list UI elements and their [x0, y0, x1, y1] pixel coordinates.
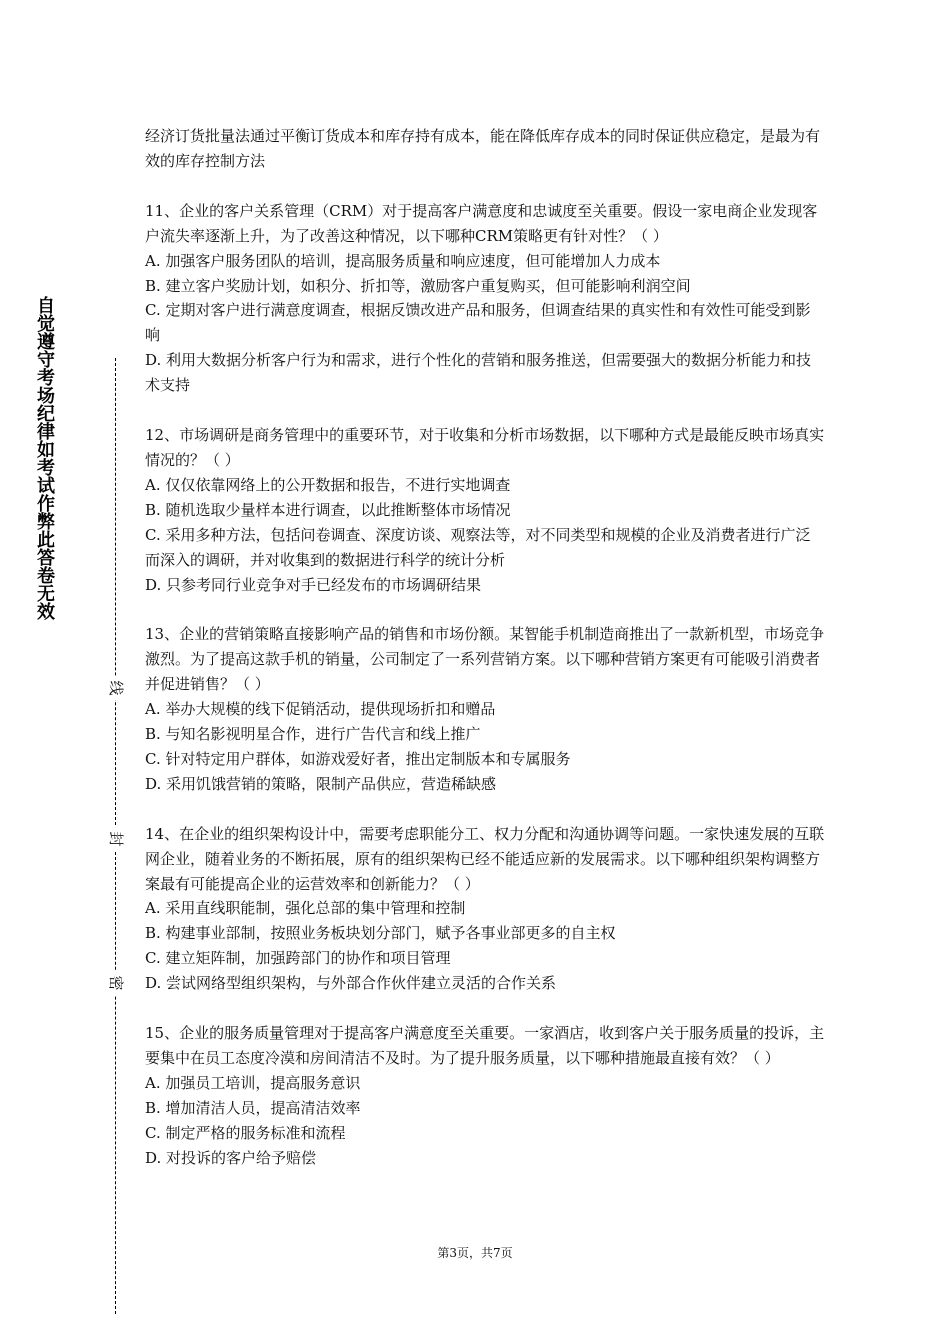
- question-stem: 13、企业的营销策略直接影响产品的销售和市场份额。某智能手机制造商推出了一款新机型，市场竞争激烈。为了提高这款手机的销量，公司制定了一系列营销方案。以下哪种营销方案更有可能吸引消费者并促进销售？（ ）: [145, 625, 825, 694]
- option-a: A. 加强员工培训，提高服务意识: [145, 1073, 361, 1092]
- option-d: D. 采用饥饿营销的策略，限制产品供应，营造稀缺感: [145, 774, 497, 793]
- exam-discipline-notice: 自觉遵守考场纪律如考试作弊此答卷无效: [34, 296, 55, 620]
- option-b: B. 构建事业部制，按照业务板块划分部门，赋予各事业部更多的自主权: [145, 924, 616, 943]
- option-d: D. 尝试网络型组织架构，与外部合作伙伴建立灵活的合作关系: [145, 974, 557, 993]
- option-b: B. 随机选取少量样本进行调查，以此推断整体市场情况: [145, 500, 511, 519]
- option-a: A. 加强客户服务团队的培训，提高服务质量和响应速度，但可能增加人力成本: [145, 251, 661, 270]
- question-stem: 11、企业的客户关系管理（CRM）对于提高客户满意度和忠诚度至关重要。假设一家电商企业发现客户流失率逐渐上升，为了改善这种情况，以下哪种CRM策略更有针对性？（ ）: [145, 201, 818, 245]
- cut-label-secret: 密: [104, 971, 128, 995]
- intro-paragraph: 经济订货批量法通过平衡订货成本和库存持有成本，能在降低库存成本的同时保证供应稳定，是最为有效的库存控制方法: [145, 127, 821, 170]
- cut-label-line: 线: [104, 676, 128, 700]
- option-b: B. 建立客户奖励计划，如积分、折扣等，激励客户重复购买，但可能影响利润空间: [145, 276, 691, 295]
- question-stem: 15、企业的服务质量管理对于提高客户满意度至关重要。一家酒店，收到客户关于服务质量的投诉，主要集中在员工态度冷漠和房间清洁不及时。为了提升服务质量，以下哪种措施最直接有效？（ ）: [145, 1024, 825, 1067]
- option-c: C. 采用多种方法，包括问卷调查、深度访谈、观察法等，对不同类型和规模的企业及消费者进行广泛而深入的调研，并对收集到的数据进行科学的统计分析: [145, 525, 811, 569]
- option-a: A. 举办大规模的线下促销活动，提供现场折扣和赠品: [145, 700, 496, 719]
- question-stem: 12、市场调研是商务管理中的重要环节，对于收集和分析市场数据，以下哪种方式是最能反映市场真实情况的？（ ）: [145, 426, 825, 469]
- option-c: C. 制定严格的服务标准和流程: [145, 1123, 346, 1142]
- option-d: D. 对投诉的客户给予赔偿: [145, 1148, 317, 1167]
- question-14: [145, 822, 825, 996]
- question-11: [145, 199, 825, 398]
- question-15: [145, 1021, 825, 1170]
- option-c: C. 针对特定用户群体，如游戏爱好者，推出定制版本和专属服务: [145, 749, 571, 768]
- question-content: [145, 124, 825, 1171]
- option-c: C. 定期对客户进行满意度调查，根据反馈改进产品和服务，但调查结果的真实性和有效性可能受到影响: [145, 301, 811, 345]
- option-d: D. 利用大数据分析客户行为和需求，进行个性化的营销和服务推送，但需要强大的数据分析能力和技术支持: [145, 351, 812, 395]
- option-d: D. 只参考同行业竞争对手已经发布的市场调研结果: [145, 575, 482, 594]
- option-b: B. 与知名影视明星合作，进行广告代言和线上推广: [145, 725, 481, 744]
- page-number-footer: 第3页，共7页: [437, 1246, 513, 1260]
- question-13: [145, 622, 825, 796]
- option-b: B. 增加清洁人员，提高清洁效率: [145, 1098, 361, 1117]
- option-a: A. 仅仅依靠网络上的公开数据和报告，不进行实地调查: [145, 475, 511, 494]
- option-c: C. 建立矩阵制，加强跨部门的协作和项目管理: [145, 949, 451, 968]
- question-stem: 14、在企业的组织架构设计中，需要考虑职能分工、权力分配和沟通协调等问题。一家快速发展的互联网企业，随着业务的不断拓展，原有的组织架构已经不能适应新的发展需求。以下哪种组织架构调整方案最有可能提高企业的运营效率和创新能力？（ ）: [145, 824, 825, 893]
- cut-label-seal: 封: [104, 827, 128, 851]
- option-a: A. 采用直线职能制，强化总部的集中管理和控制: [145, 899, 466, 918]
- question-12: [145, 423, 825, 597]
